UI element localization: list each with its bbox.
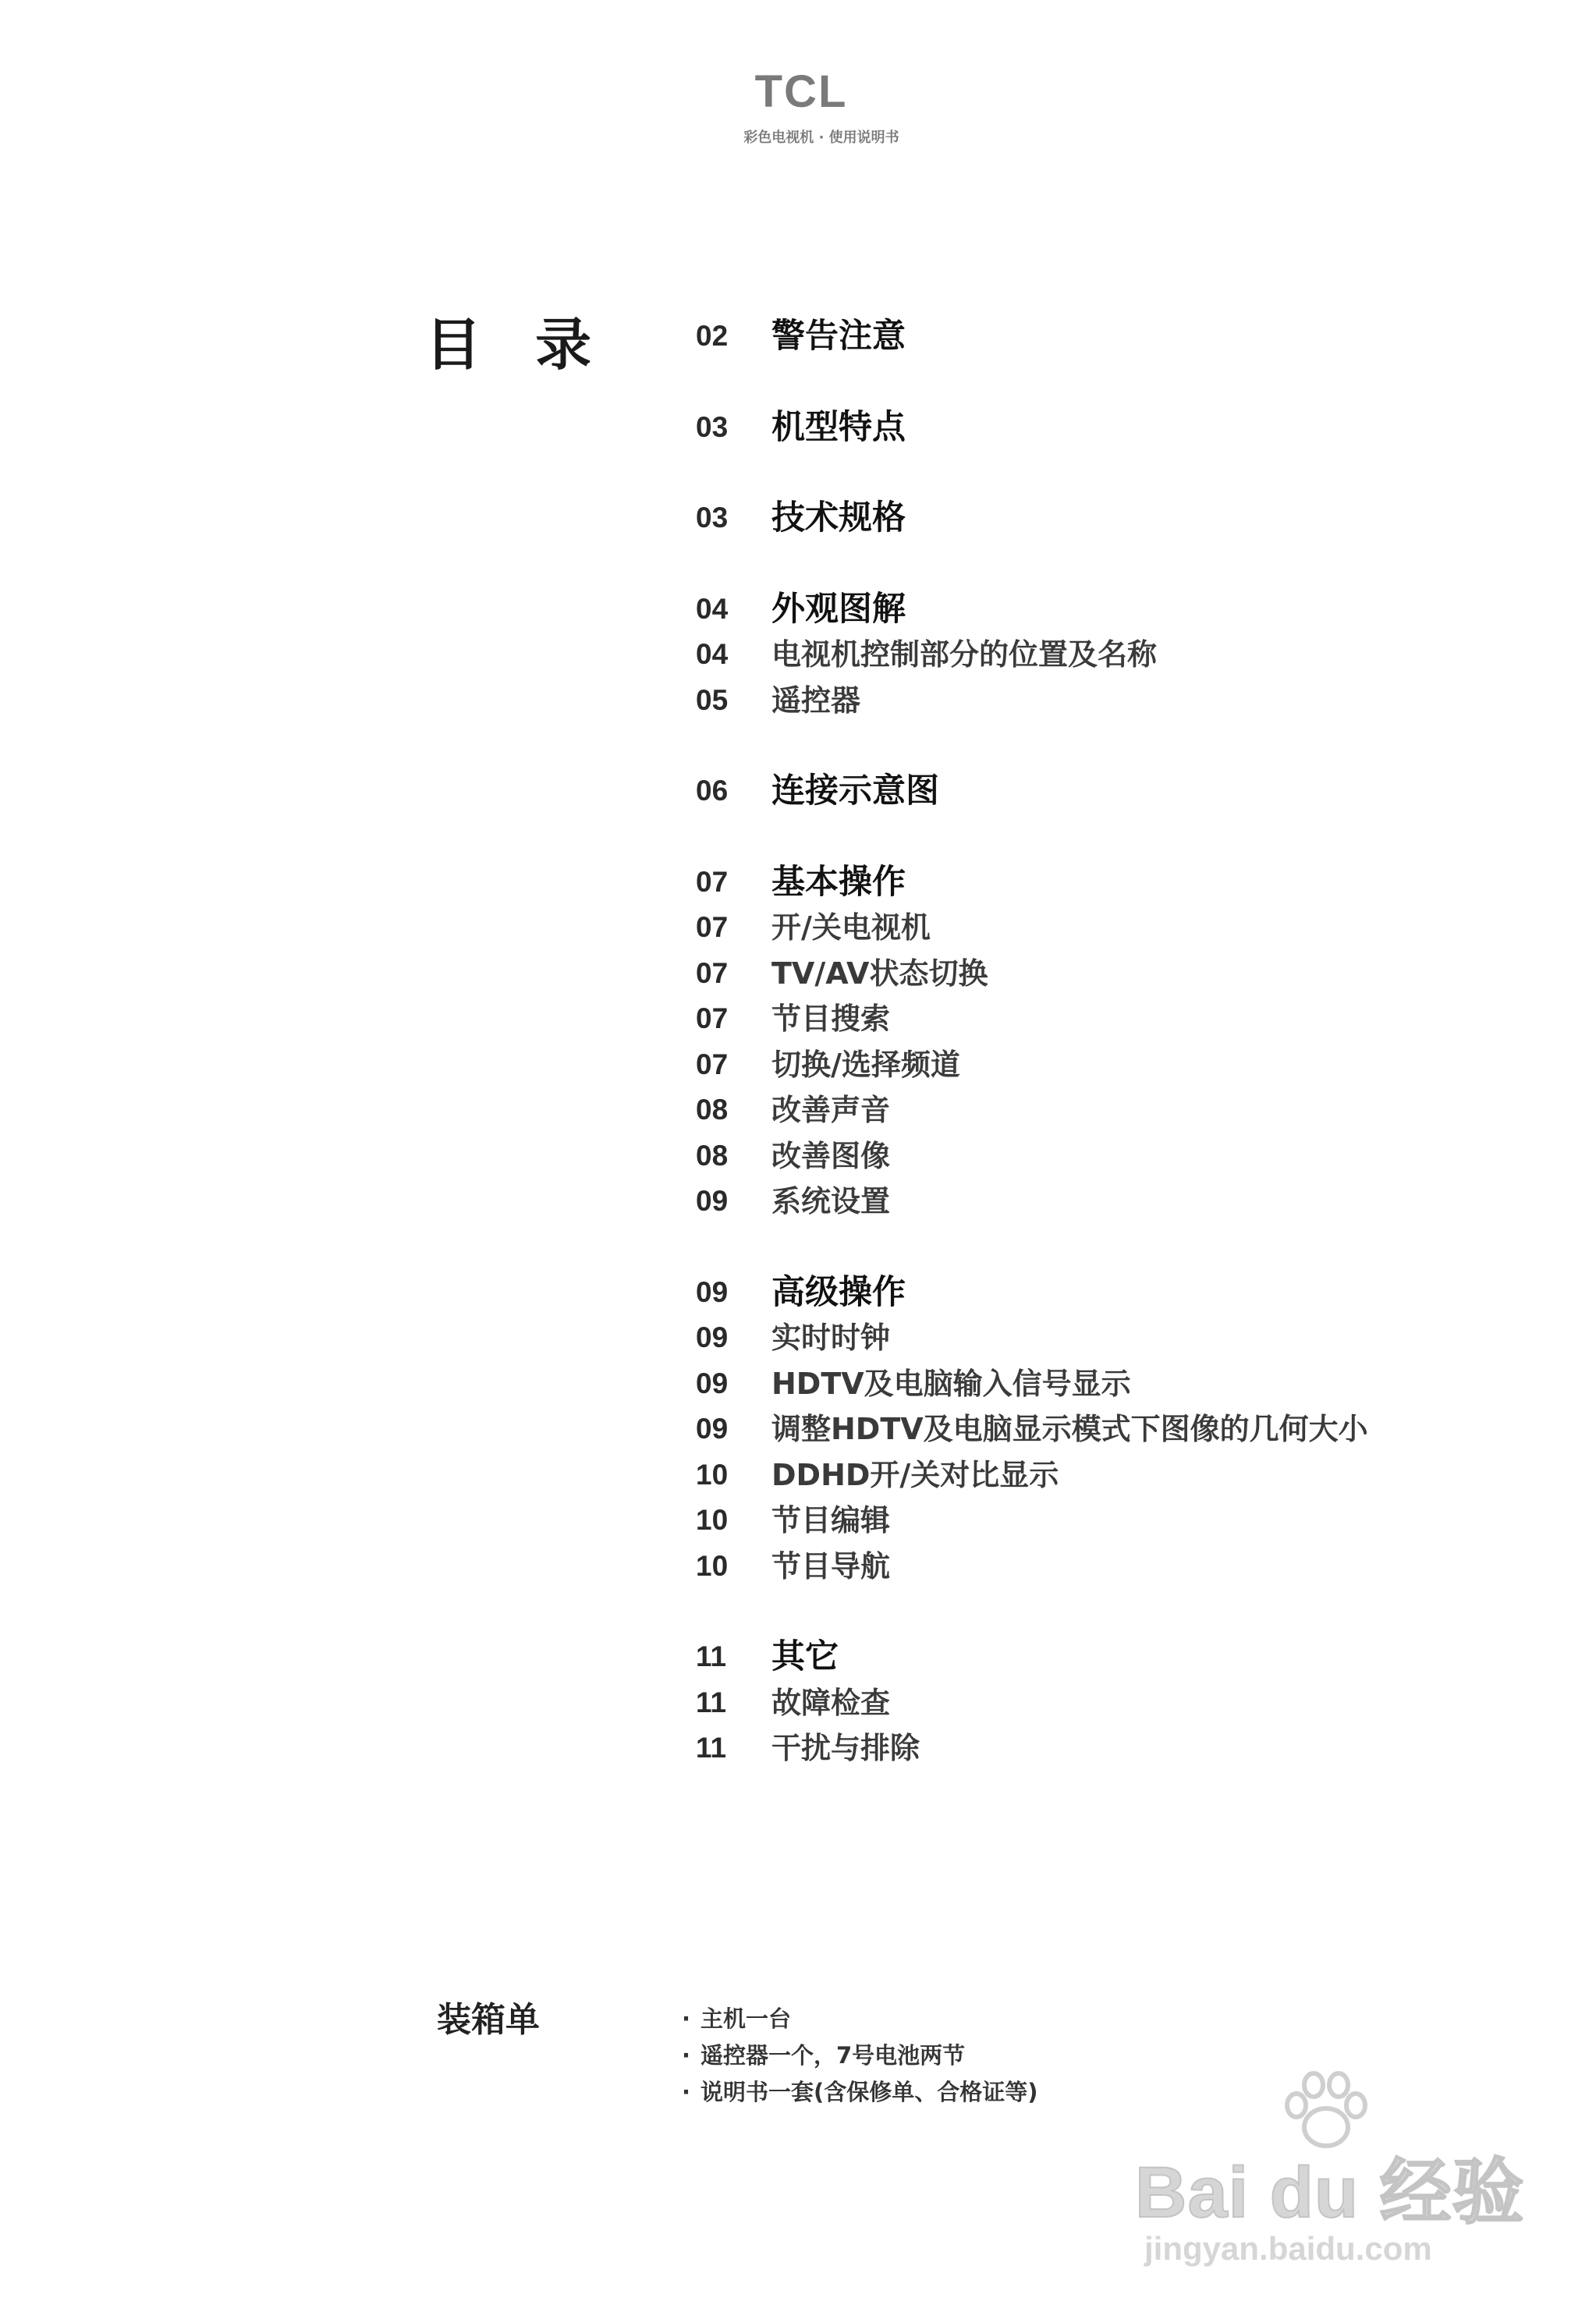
toc-entry bbox=[696, 1087, 1476, 1133]
packing-list bbox=[682, 2001, 1038, 2111]
toc-entry bbox=[696, 1544, 1476, 1590]
toc-entry bbox=[696, 1725, 1476, 1771]
toc-entry bbox=[696, 1498, 1476, 1544]
toc-entry bbox=[696, 678, 1476, 724]
toc-entry-title: 调整HDTV及电脑显示模式下图像的几何大小 bbox=[771, 1412, 1368, 1446]
toc-page-number: 04 bbox=[696, 592, 729, 625]
toc-entry-title: 干扰与排除 bbox=[771, 1731, 920, 1765]
toc-entry-title: 节目搜索 bbox=[771, 1002, 891, 1036]
toc-entry bbox=[696, 1179, 1476, 1225]
packing-list-heading: 装箱单 bbox=[437, 2000, 540, 2040]
toc-page-number: 03 bbox=[696, 410, 729, 443]
toc-entry bbox=[696, 768, 1476, 814]
toc-entry-title: 电视机控制部分的位置及名称 bbox=[771, 637, 1158, 672]
packing-item-text: 遥控器一个，7号电池两节 bbox=[700, 2042, 966, 2069]
toc-entry-title: 高级操作 bbox=[771, 1272, 906, 1312]
toc-heading: 目 录 bbox=[425, 312, 609, 378]
toc-page-number: 06 bbox=[696, 775, 729, 807]
toc-page-number: 02 bbox=[696, 320, 729, 352]
toc-page-number: 09 bbox=[696, 1275, 729, 1308]
toc-entry-title: 节目编辑 bbox=[771, 1503, 891, 1537]
toc-page-number: 07 bbox=[696, 956, 729, 989]
toc-entry bbox=[696, 905, 1476, 951]
baidu-watermark bbox=[1135, 2071, 1556, 2282]
toc-entry-title: 机型特点 bbox=[771, 407, 906, 447]
toc-entry bbox=[696, 1042, 1476, 1088]
toc-page-number: 04 bbox=[696, 638, 729, 670]
toc-page-number: 09 bbox=[696, 1185, 729, 1217]
toc-entry-title: 开/关电视机 bbox=[771, 910, 931, 945]
toc-entry-title: 故障检查 bbox=[771, 1685, 891, 1720]
toc-page-number: 10 bbox=[696, 1458, 729, 1491]
toc-entry-title: 基本操作 bbox=[771, 862, 906, 902]
toc-page-number: 05 bbox=[696, 683, 729, 716]
table-of-contents bbox=[696, 314, 1476, 1771]
toc-entry-title: 连接示意图 bbox=[771, 771, 939, 810]
packing-item bbox=[682, 2001, 1038, 2037]
toc-entry-title: 技术规格 bbox=[771, 498, 906, 537]
toc-entry bbox=[696, 951, 1476, 997]
toc-entry bbox=[696, 314, 1476, 360]
toc-page-number: 08 bbox=[696, 1094, 729, 1126]
toc-entry-title: 警告注意 bbox=[771, 317, 906, 356]
toc-page-number: 03 bbox=[696, 502, 729, 534]
toc-entry-title: 遥控器 bbox=[771, 683, 861, 718]
toc-entry bbox=[696, 1634, 1476, 1680]
toc-entry bbox=[696, 1315, 1476, 1361]
toc-entry-title: 实时时钟 bbox=[771, 1321, 891, 1355]
toc-page-number: 10 bbox=[696, 1549, 729, 1582]
toc-entry-title: 切换/选择频道 bbox=[771, 1047, 960, 1082]
toc-page-number: 11 bbox=[696, 1732, 727, 1764]
toc-entry bbox=[696, 495, 1476, 541]
toc-entry bbox=[696, 1361, 1476, 1407]
toc-page-number: 07 bbox=[696, 911, 729, 943]
watermark-brand: Bai du 经验 bbox=[1135, 2153, 1525, 2232]
bullet-icon: · bbox=[682, 2079, 691, 2105]
toc-entry-title: DDHD开/关对比显示 bbox=[771, 1457, 1059, 1492]
toc-page-number: 07 bbox=[696, 1048, 729, 1080]
tcl-logo: TCL bbox=[754, 66, 848, 117]
toc-entry-title: 其它 bbox=[771, 1637, 839, 1676]
manual-subtitle: 彩色电视机 · 使用说明书 bbox=[743, 129, 899, 146]
packing-item-text: 说明书一套(含保修单、合格证等) bbox=[700, 2079, 1038, 2105]
bullet-icon: · bbox=[682, 2005, 691, 2032]
packing-item bbox=[682, 2037, 1038, 2074]
toc-entry-title: HDTV及电脑输入信号显示 bbox=[771, 1366, 1131, 1401]
toc-page-number: 09 bbox=[696, 1367, 729, 1399]
toc-entry bbox=[696, 860, 1476, 906]
toc-entry bbox=[696, 1406, 1476, 1452]
toc-entry-title: 节目导航 bbox=[771, 1548, 891, 1583]
toc-page-number: 09 bbox=[696, 1413, 729, 1445]
toc-entry bbox=[696, 1270, 1476, 1316]
toc-entry bbox=[696, 587, 1476, 633]
toc-page-number: 07 bbox=[696, 865, 729, 898]
toc-entry bbox=[696, 632, 1476, 678]
toc-entry bbox=[696, 1452, 1476, 1498]
toc-page-number: 09 bbox=[696, 1321, 729, 1353]
toc-page-number: 11 bbox=[696, 1640, 727, 1672]
toc-page-number: 08 bbox=[696, 1139, 729, 1172]
toc-entry bbox=[696, 996, 1476, 1042]
watermark-url: jingyan.baidu.com bbox=[1144, 2230, 1432, 2267]
packing-item-text: 主机一台 bbox=[700, 2005, 792, 2032]
toc-page-number: 07 bbox=[696, 1002, 729, 1034]
toc-page-number: 10 bbox=[696, 1504, 729, 1536]
packing-item bbox=[682, 2074, 1038, 2111]
toc-entry bbox=[696, 405, 1476, 451]
toc-page-number: 11 bbox=[696, 1686, 727, 1718]
toc-entry-title: TV/AV状态切换 bbox=[771, 956, 988, 991]
toc-entry-title: 外观图解 bbox=[771, 589, 906, 629]
toc-entry-title: 系统设置 bbox=[771, 1184, 891, 1218]
toc-entry bbox=[696, 1133, 1476, 1179]
toc-entry-title: 改善声音 bbox=[771, 1093, 891, 1127]
toc-entry-title: 改善图像 bbox=[771, 1138, 891, 1173]
toc-entry bbox=[696, 1680, 1476, 1726]
bullet-icon: · bbox=[682, 2042, 691, 2069]
page-header bbox=[0, 61, 1596, 147]
